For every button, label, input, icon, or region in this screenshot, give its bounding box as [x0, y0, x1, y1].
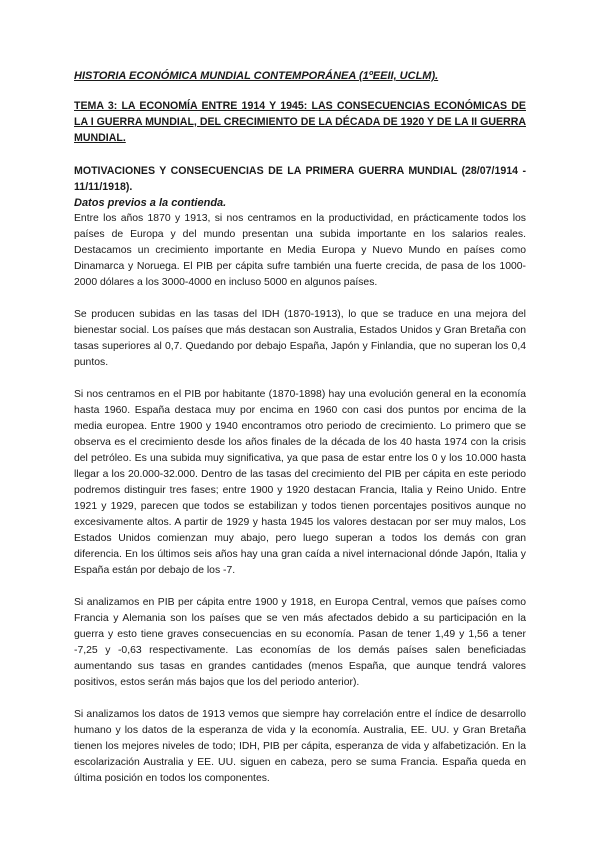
topic-heading: TEMA 3: LA ECONOMÍA ENTRE 1914 Y 1945: LAS CONSECUENCIAS ECONÓMICAS DE LA I GUERRA MUNDIAL, DEL CRECIMIENTO DE LA DÉCADA DE 1920 Y DE LA II GUERRA MUNDIAL. [74, 100, 526, 144]
section-title: MOTIVACIONES Y CONSECUENCIAS DE LA PRIMERA GUERRA MUNDIAL (28/07/1914 - 11/11/1918). [74, 165, 526, 193]
paragraph-1: Entre los años 1870 y 1913, si nos centramos en la productividad, en prácticamente todos los países de Europa y del mundo presentan una subida importante en los salarios reales. Destacamos un crecimiento importante en Media Europa y Nuevo Mundo en países como Dinamarca y Noruega. El PIB per cápita sufre también una fuerte crecida, de pasa de los 1000-2000 dólares a los 3000-4000 en incluso 5000 en algunos países. [74, 213, 526, 288]
document-title: HISTORIA ECONÓMICA MUNDIAL CONTEMPORÁNEA (1ºEEII, UCLM). [74, 70, 439, 82]
subheading: Datos previos a la contienda. [74, 197, 227, 209]
paragraph-2: Se producen subidas en las tasas del IDH (1870-1913), lo que se traduce en una mejora del bienestar social. Los países que más destacan son Australia, Estados Unidos y Gran Bretaña con tasas superiores al 0,7. Quedando por debajo España, Japón y Finlandia, que no superan los 0,4 puntos. [74, 309, 526, 368]
paragraph-4: Si analizamos en PIB per cápita entre 1900 y 1918, en Europa Central, vemos que países como Francia y Alemania son los países que se ven más afectados debido a su participación en la guerra y esto tiene graves consecuencias en su economía. Pasan de tener 1,49 y 1,56 a tener -7,25 y -0,63 respectivamente. Las economías de los demás países salen beneficiadas aumentando sus tasas en grandes cantidades (menos España, que aunque tendrá valores positivos, estos serán más bajos que los del periodo anterior). [74, 597, 526, 688]
paragraph-5: Si analizamos los datos de 1913 vemos que siempre hay correlación entre el índice de desarrollo humano y los datos de la esperanza de vida y la economía. Australia, EE. UU. y Gran Bretaña tienen los mejores niveles de todo; IDH, PIB per cápita, esperanza de vida y alfabetización. En la escolarización Australia y EE. UU. siguen en cabeza, pero se suma Francia. España queda en última posición en todos los componentes. [74, 709, 526, 784]
paragraph-3: Si nos centramos en el PIB por habitante (1870-1898) hay una evolución general en la economía hasta 1960. España destaca muy por encima en 1960 con casi dos puntos por encima de la media europea. Entre 1900 y 1940 encontramos otro periodo de crecimiento. Lo primero que se observa es el crecimiento desde los años finales de la década de los 40 hasta 1974 con la crisis del petróleo. Es una subida muy significativa, ya que pasa de estar entre los 0 y los 10.000 hasta llegar a los 20.000-32.000. Dentro de las tasas del crecimiento del PIB per cápita en este periodo podremos distinguir tres fases; entre 1900 y 1920 destacan Francia, Italia y Reino Unido. Entre 1921 y 1929, parecen que todos se estabilizan y todos tienen porcentajes positivos aunque no excesivamente altos. A partir de 1929 y hasta 1945 los valores destacan por ser muy malos, Los Estados Unidos comienzan muy abajo, pero luego superan a todos los demás con gran diferencia. En los últimos seis años hay una gran caída a nivel internacional dónde Japón, Italia y España están por debajo de los -7. [74, 389, 526, 576]
